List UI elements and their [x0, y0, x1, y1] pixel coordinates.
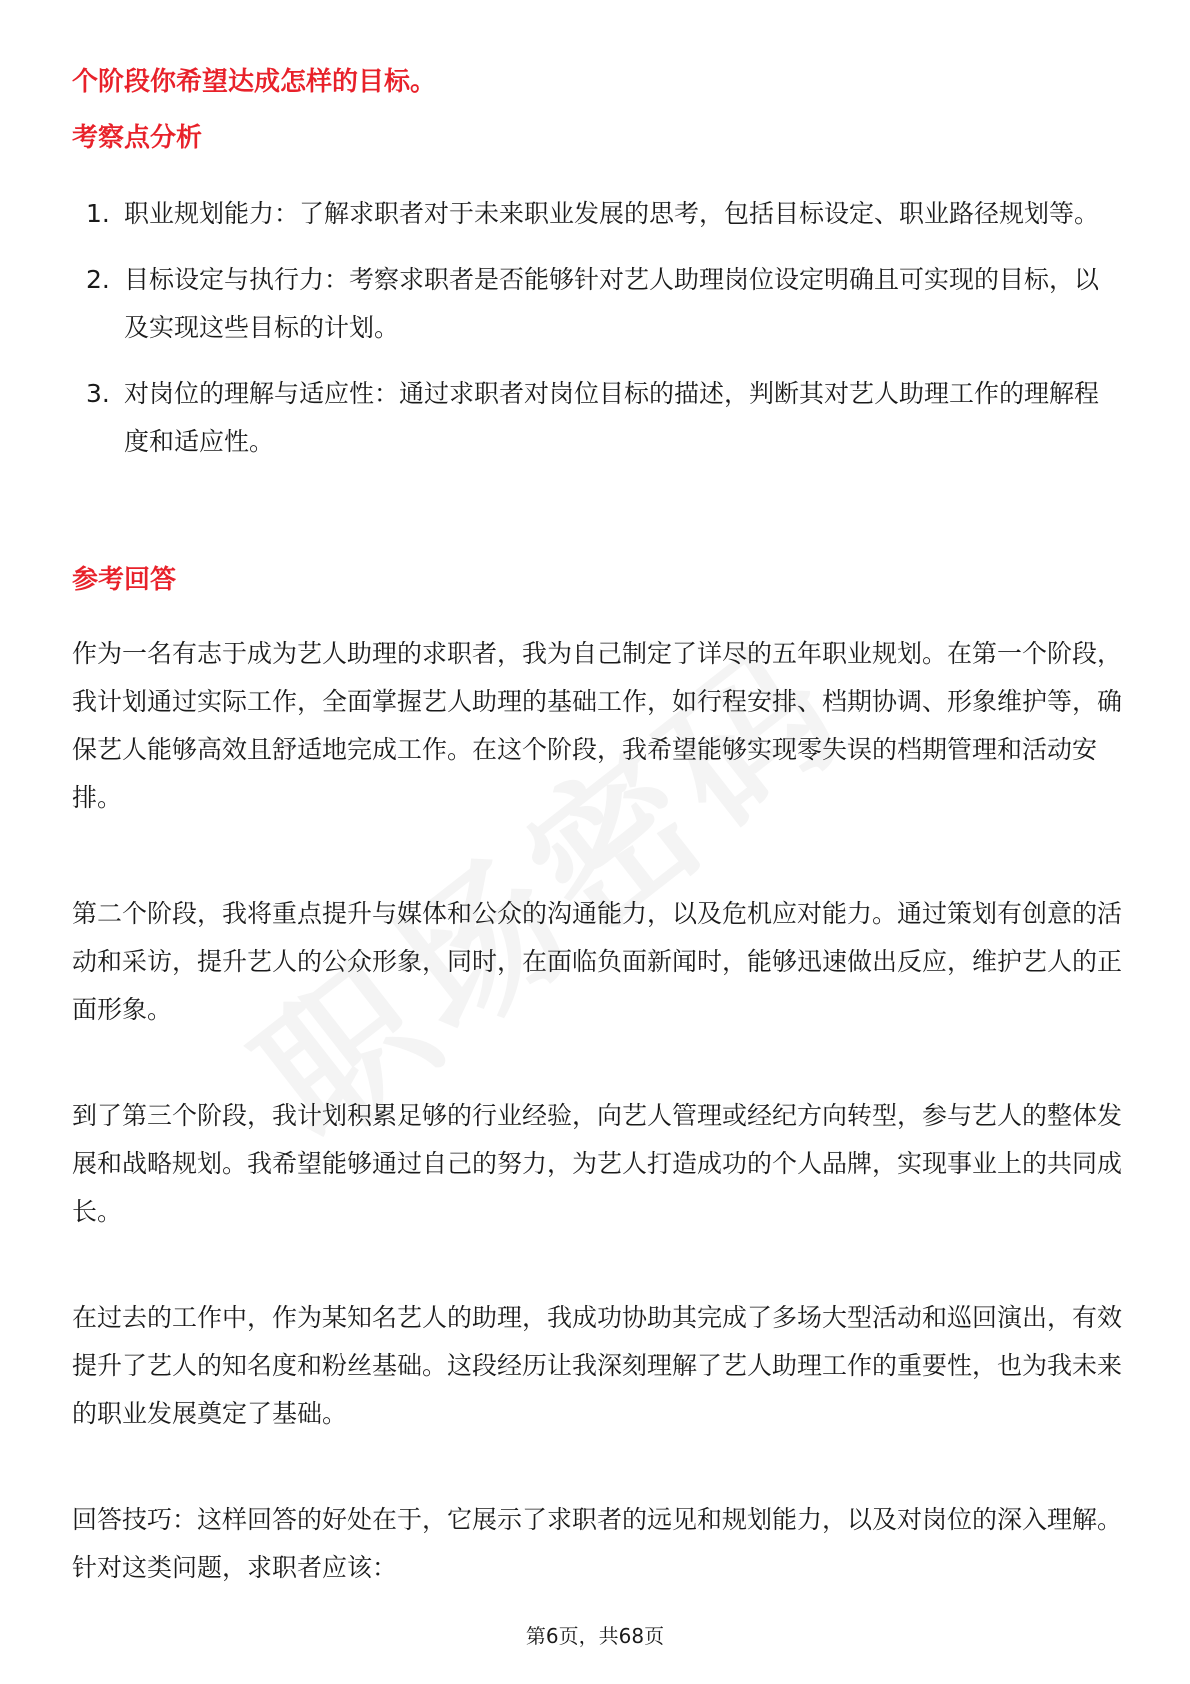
analysis-text: 目标设定与执行力：考察求职者是否能够针对艺人助理岗位设定明确且可实现的目标，以及实现这些目标的计划。: [124, 265, 1100, 342]
analysis-text: 对岗位的理解与适应性：通过求职者对岗位目标的描述，判断其对艺人助理工作的理解程度和适应性。: [124, 379, 1100, 456]
page-footer: 第6页，共68页: [525, 1624, 665, 1648]
answer-paragraph: 作为一名有志于成为艺人助理的求职者，我为自己制定了详尽的五年职业规划。在第一个阶段，我计划通过实际工作，全面掌握艺人助理的基础工作，如行程安排、档期协调、形象维护等，确保艺人能够高效且舒适地完成工作。在这个阶段，我希望能够实现零失误的档期管理和活动安排。: [72, 639, 1123, 812]
answer-paragraph: 第二个阶段，我将重点提升与媒体和公众的沟通能力，以及危机应对能力。通过策划有创意的活动和采访，提升艺人的公众形象，同时，在面临负面新闻时，能够迅速做出反应，维护艺人的正面形象。: [72, 899, 1123, 1024]
answer-heading: 参考回答: [72, 565, 177, 595]
answer-paragraph: 到了第三个阶段，我计划积累足够的行业经验，向艺人管理或经纪方向转型，参与艺人的整体发展和战略规划。我希望能够通过自己的努力，为艺人打造成功的个人品牌，实现事业上的共同成长。: [72, 1101, 1123, 1226]
question-heading: 个阶段你希望达成怎样的目标。: [72, 67, 437, 97]
analysis-item: [72, 256, 1122, 352]
list-number: 2.: [86, 265, 110, 294]
list-number: 1.: [86, 199, 110, 228]
analysis-item: [72, 370, 1122, 466]
list-number: 3.: [86, 379, 110, 408]
analysis-item: [72, 190, 1122, 238]
answer-paragraph: 在过去的工作中，作为某知名艺人的助理，我成功协助其完成了多场大型活动和巡回演出，有效提升了艺人的知名度和粉丝基础。这段经历让我深刻理解了艺人助理工作的重要性，也为我未来的职业发展奠定了基础。: [72, 1303, 1123, 1428]
analysis-list: [72, 190, 1122, 484]
tips-paragraph: 回答技巧：这样回答的好处在于，它展示了求职者的远见和规划能力，以及对岗位的深入理解。针对这类问题，求职者应该：: [72, 1505, 1123, 1582]
analysis-text: 职业规划能力：了解求职者对于未来职业发展的思考，包括目标设定、职业路径规划等。: [124, 199, 1100, 228]
analysis-heading: 考察点分析: [72, 123, 203, 153]
